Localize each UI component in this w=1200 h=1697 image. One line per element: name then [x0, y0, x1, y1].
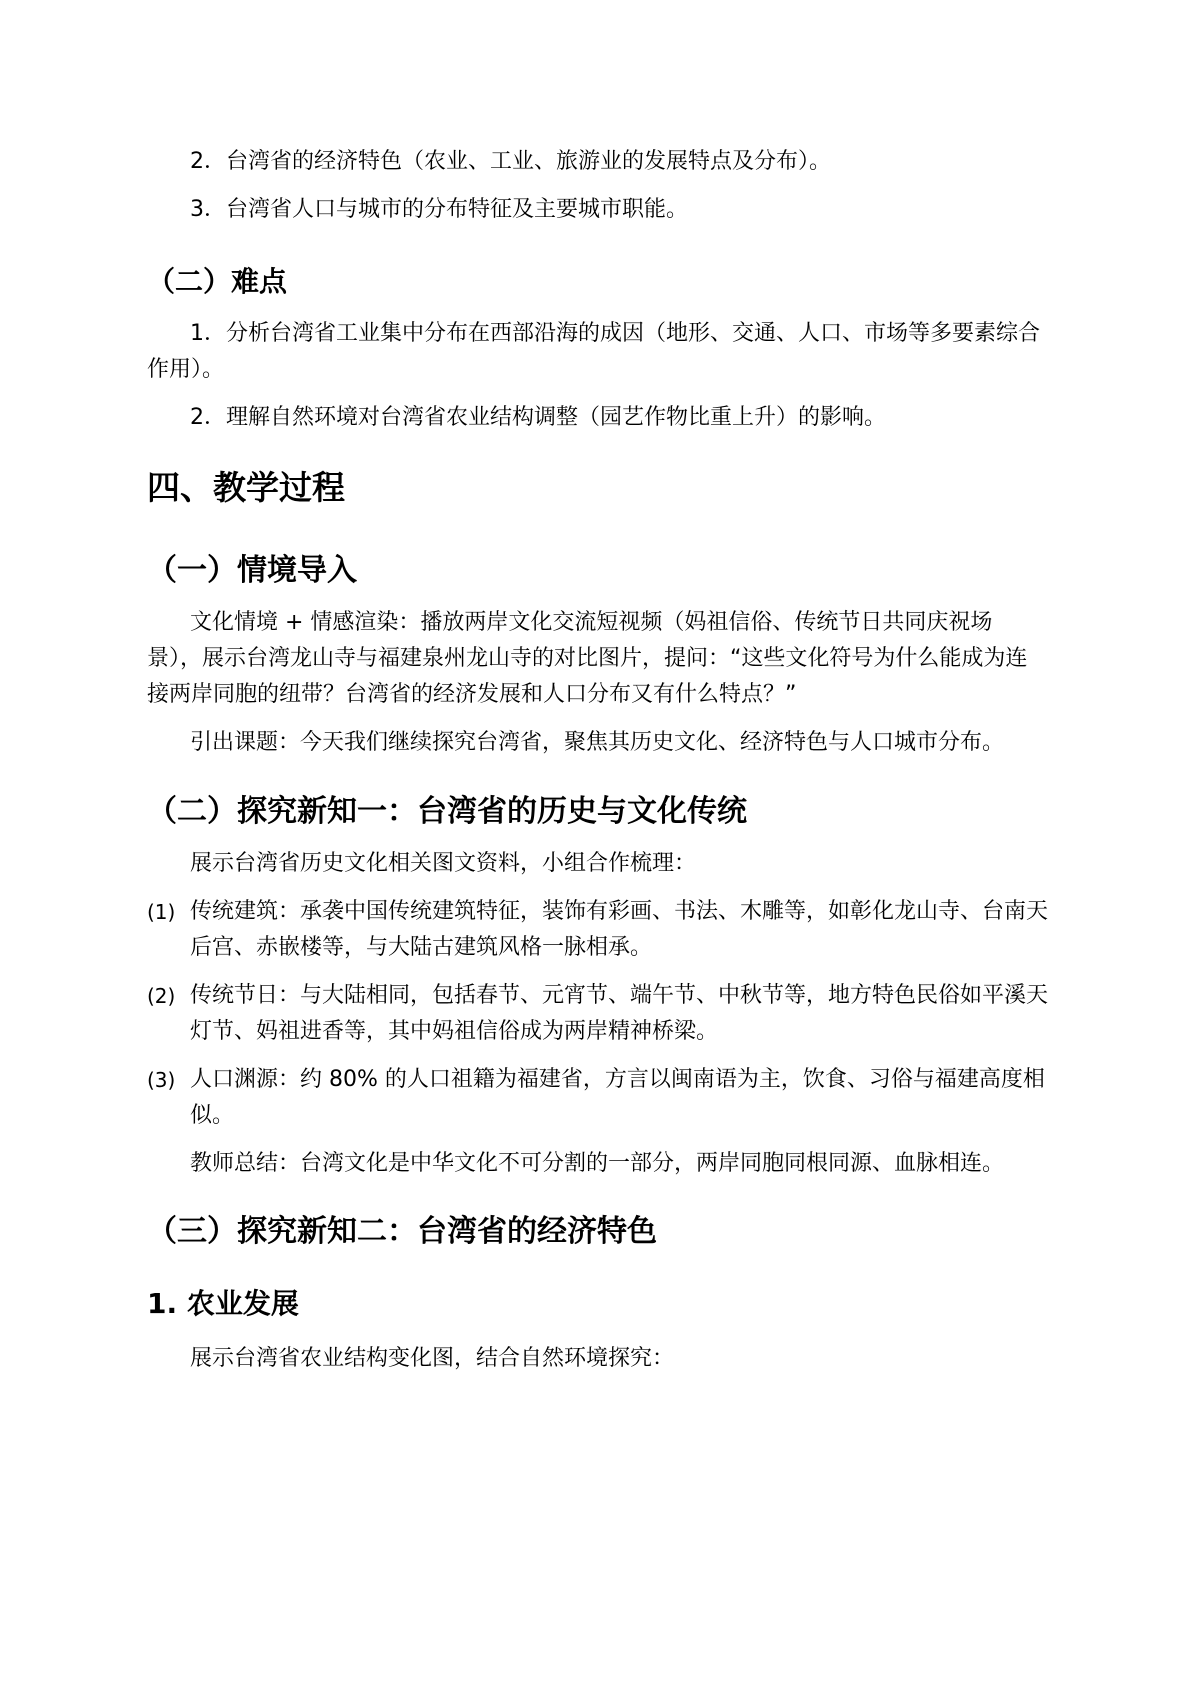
explore-1-intro: 展示台湾省历史文化相关图文资料，小组合作梳理：: [190, 851, 697, 876]
list-item-2-line-1: 传统节日：与大陆相同，包括春节、元宵节、端午节、中秋节等，地方特色民俗如平溪天: [190, 983, 1049, 1008]
list-number-2: (2): [147, 984, 176, 1008]
intro-paragraph-line-1: 文化情境 + 情感渲染：播放两岸文化交流短视频（妈祖信俗、传统节日共同庆祝场: [190, 610, 993, 635]
intro-topic-paragraph: 引出课题：今天我们继续探究台湾省，聚焦其历史文化、经济特色与人口城市分布。: [190, 730, 1005, 755]
teaching-process-heading: 四、教学过程: [147, 468, 345, 507]
agriculture-intro: 展示台湾省农业结构变化图，结合自然环境探究：: [190, 1346, 675, 1371]
teacher-summary: 教师总结：台湾文化是中华文化不可分割的一部分，两岸同胞同根同源、血脉相连。: [190, 1151, 1005, 1176]
key-point-2: 2．台湾省的经济特色（农业、工业、旅游业的发展特点及分布）。: [190, 149, 831, 174]
intro-paragraph-line-2: 景），展示台湾龙山寺与福建泉州龙山寺的对比图片，提问：“这些文化符号为什么能成为连: [147, 646, 1028, 671]
list-item-1-line-2: 后宫、赤嵌楼等，与大陆古建筑风格一脉相承。: [190, 935, 653, 960]
agriculture-heading: 1. 农业发展: [147, 1287, 299, 1320]
list-item-3-line-2: 似。: [190, 1103, 235, 1128]
intro-heading: （一）情境导入: [147, 553, 357, 588]
key-point-3: 3．台湾省人口与城市的分布特征及主要城市职能。: [190, 197, 688, 222]
explore-1-heading: （二）探究新知一：台湾省的历史与文化传统: [147, 794, 747, 829]
list-item-1-line-1: 传统建筑：承袭中国传统建筑特征，装饰有彩画、书法、木雕等，如彰化龙山寺、台南天: [190, 899, 1049, 924]
list-number-1: (1): [147, 900, 176, 924]
list-number-3: (3): [147, 1068, 176, 1092]
difficulty-1-line-1: 1．分析台湾省工业集中分布在西部沿海的成因（地形、交通、人口、市场等多要素综合: [190, 321, 1040, 346]
list-item-3-line-1: 人口渊源：约 80% 的人口祖籍为福建省，方言以闽南语为主，饮食、习俗与福建高度相: [190, 1067, 1045, 1092]
difficulties-heading: （二）难点: [147, 265, 288, 298]
explore-2-heading: （三）探究新知二：台湾省的经济特色: [147, 1214, 657, 1249]
difficulty-2: 2．理解自然环境对台湾省农业结构调整（园艺作物比重上升）的影响。: [190, 405, 886, 430]
intro-paragraph-line-3: 接两岸同胞的纽带？台湾省的经济发展和人口分布又有什么特点？”: [147, 682, 797, 707]
list-item-2-line-2: 灯节、妈祖进香等，其中妈祖信俗成为两岸精神桥梁。: [190, 1019, 719, 1044]
difficulty-1-line-2: 作用）。: [147, 357, 225, 382]
